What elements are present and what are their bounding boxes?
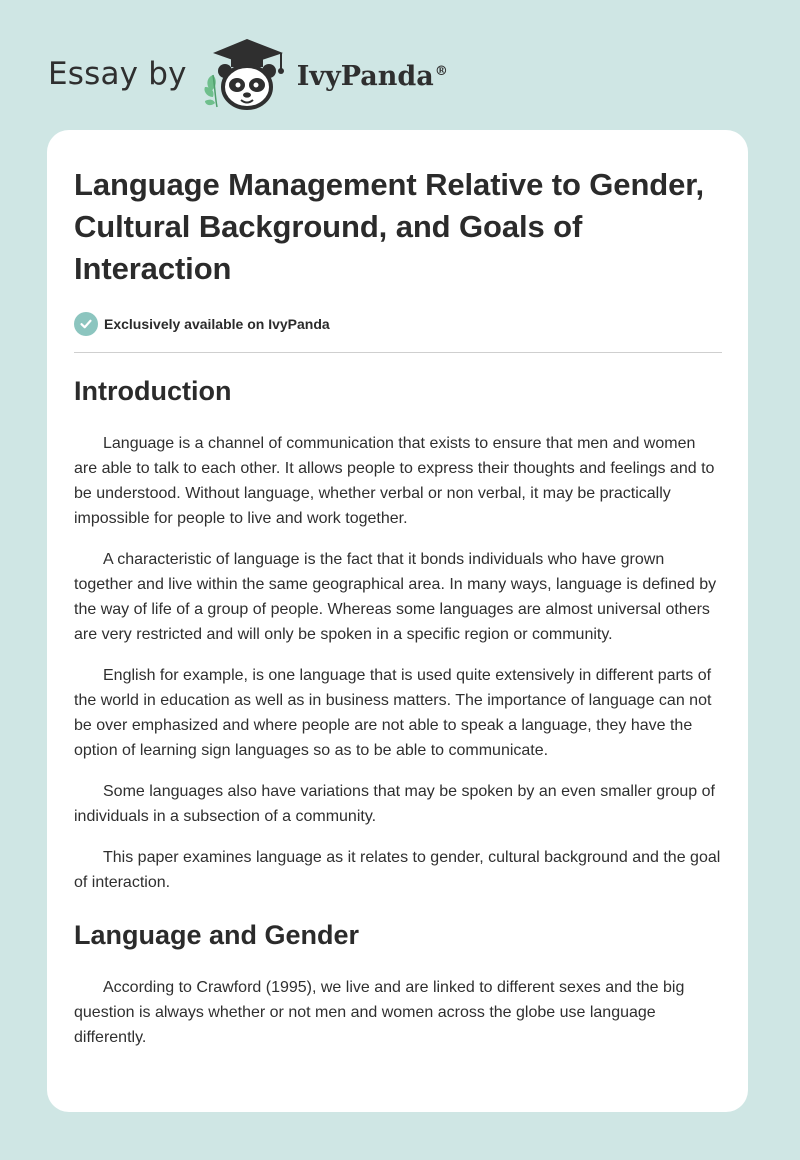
site-header (48, 34, 448, 114)
article-title: Language Management Relative to Gender, Cultural Background, and Goals of Interaction (74, 167, 705, 286)
paragraph: Language is a channel of communication that exists to ensure that men and women are able to talk to each other. It allows people to express their thoughts and feelings and to be understood. Without language, whether verbal or non verbal, it may be practically impossible for people to live and work together. (74, 435, 715, 527)
exclusive-badge-label: Exclusively available on IvyPanda (104, 316, 330, 332)
essay-by-label: Essay by (48, 56, 187, 92)
section-heading: Introduction (74, 376, 232, 406)
brand-name[interactable]: IvyPanda® (296, 60, 448, 92)
panda-graduate-logo-icon[interactable] (201, 35, 293, 113)
registered-mark: ® (434, 63, 448, 79)
check-icon (74, 312, 98, 336)
section-introduction (74, 373, 722, 895)
ivy-leaf-icon (204, 75, 217, 107)
section-language-and-gender (74, 917, 722, 1050)
paragraph: Some languages also have variations that may be spoken by an even smaller group of individuals in a subsection of a community. (74, 783, 715, 825)
exclusive-badge (74, 312, 722, 336)
paragraph: This paper examines language as it relates to gender, cultural background and the goal of interaction. (74, 849, 721, 891)
section-heading: Language and Gender (74, 920, 360, 950)
article-card (47, 130, 748, 1112)
paragraph: According to Crawford (1995), we live and are linked to different sexes and the big question is always whether or not men and women across the globe use language differently. (74, 979, 685, 1046)
divider (74, 352, 722, 353)
paragraph: English for example, is one language that is used quite extensively in different parts of the world in education as well as in business matters. The importance of language can not be over emphasized and where people are not able to speak a language, they have the option of learning sign languages so as to be able to communicate. (74, 667, 712, 759)
paragraph: A characteristic of language is the fact that it bonds individuals who have grown together and live within the same geographical area. In many ways, language is defined by the way of life of a group of people. Whereas some languages are almost universal others are very restricted and will only be spoken in a specific region or community. (74, 551, 717, 643)
